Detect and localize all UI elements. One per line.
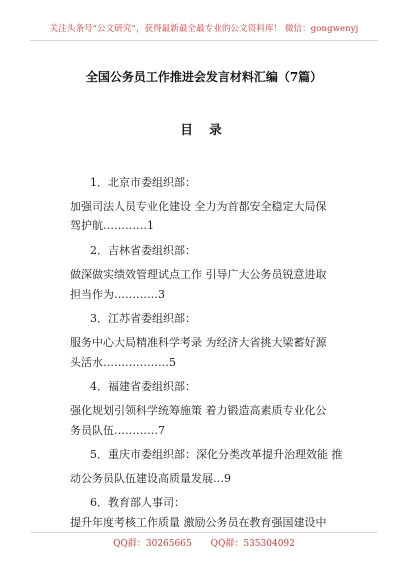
header-divider — [30, 40, 378, 41]
toc-entry-title: 驾护航…………1 — [70, 219, 154, 232]
toc-entry-title: 动公务员队伍建设高质量发展…9 — [70, 472, 231, 485]
toc-heading: 目 录 — [180, 122, 228, 137]
toc-entry-title: 强化规划引领科学统筹施策 着力锻造高素质专业化公 — [70, 404, 327, 417]
header-note: 关注头条号“公文研究”，获得最新最全最专业的公文资料库！ 微信：gongwenyj — [49, 24, 359, 34]
toc-entry-title: 5．重庆市委组织部：深化分类改革提升治理效能 推 — [90, 448, 343, 461]
footer-contacts — [0, 536, 408, 549]
toc-entry-title: 做深做实绩效管理试点工作 引导广大公务员锐意进取 — [70, 268, 327, 281]
toc-entry-title: 头活水………………5 — [70, 356, 176, 369]
footer-divider — [30, 532, 378, 533]
toc-entry-title: 提升年度考核工作质量 激励公务员在教育强国建设中 — [70, 516, 327, 529]
document-title: 全国公务员工作推进会发言材料汇编（7篇） — [85, 70, 323, 84]
toc-entry-title: 务员队伍…………7 — [70, 424, 165, 437]
footer-qq-group-1: QQ群：30265665 — [113, 539, 192, 549]
toc-entry-title: 加强司法人员专业化建设 全力为首都安全稳定大局保 — [70, 200, 327, 213]
toc-entry-org: 4．福建省委组织部： — [90, 380, 196, 393]
footer-qq-group-2: QQ群：535304092 — [210, 539, 295, 549]
toc-entry-title: 担当作为…………3 — [70, 288, 165, 301]
toc-entry-org: 6．教育部人事司： — [90, 496, 185, 509]
toc-entry-org: 1．北京市委组织部： — [90, 176, 196, 189]
toc-entry-org: 3．江苏省委组织部： — [90, 312, 196, 325]
toc-entry-org: 2．吉林省委组织部： — [90, 244, 196, 257]
toc-entry-title: 服务中心大局精准科学考录 为经济大省挑大梁蓄好源 — [70, 336, 327, 349]
